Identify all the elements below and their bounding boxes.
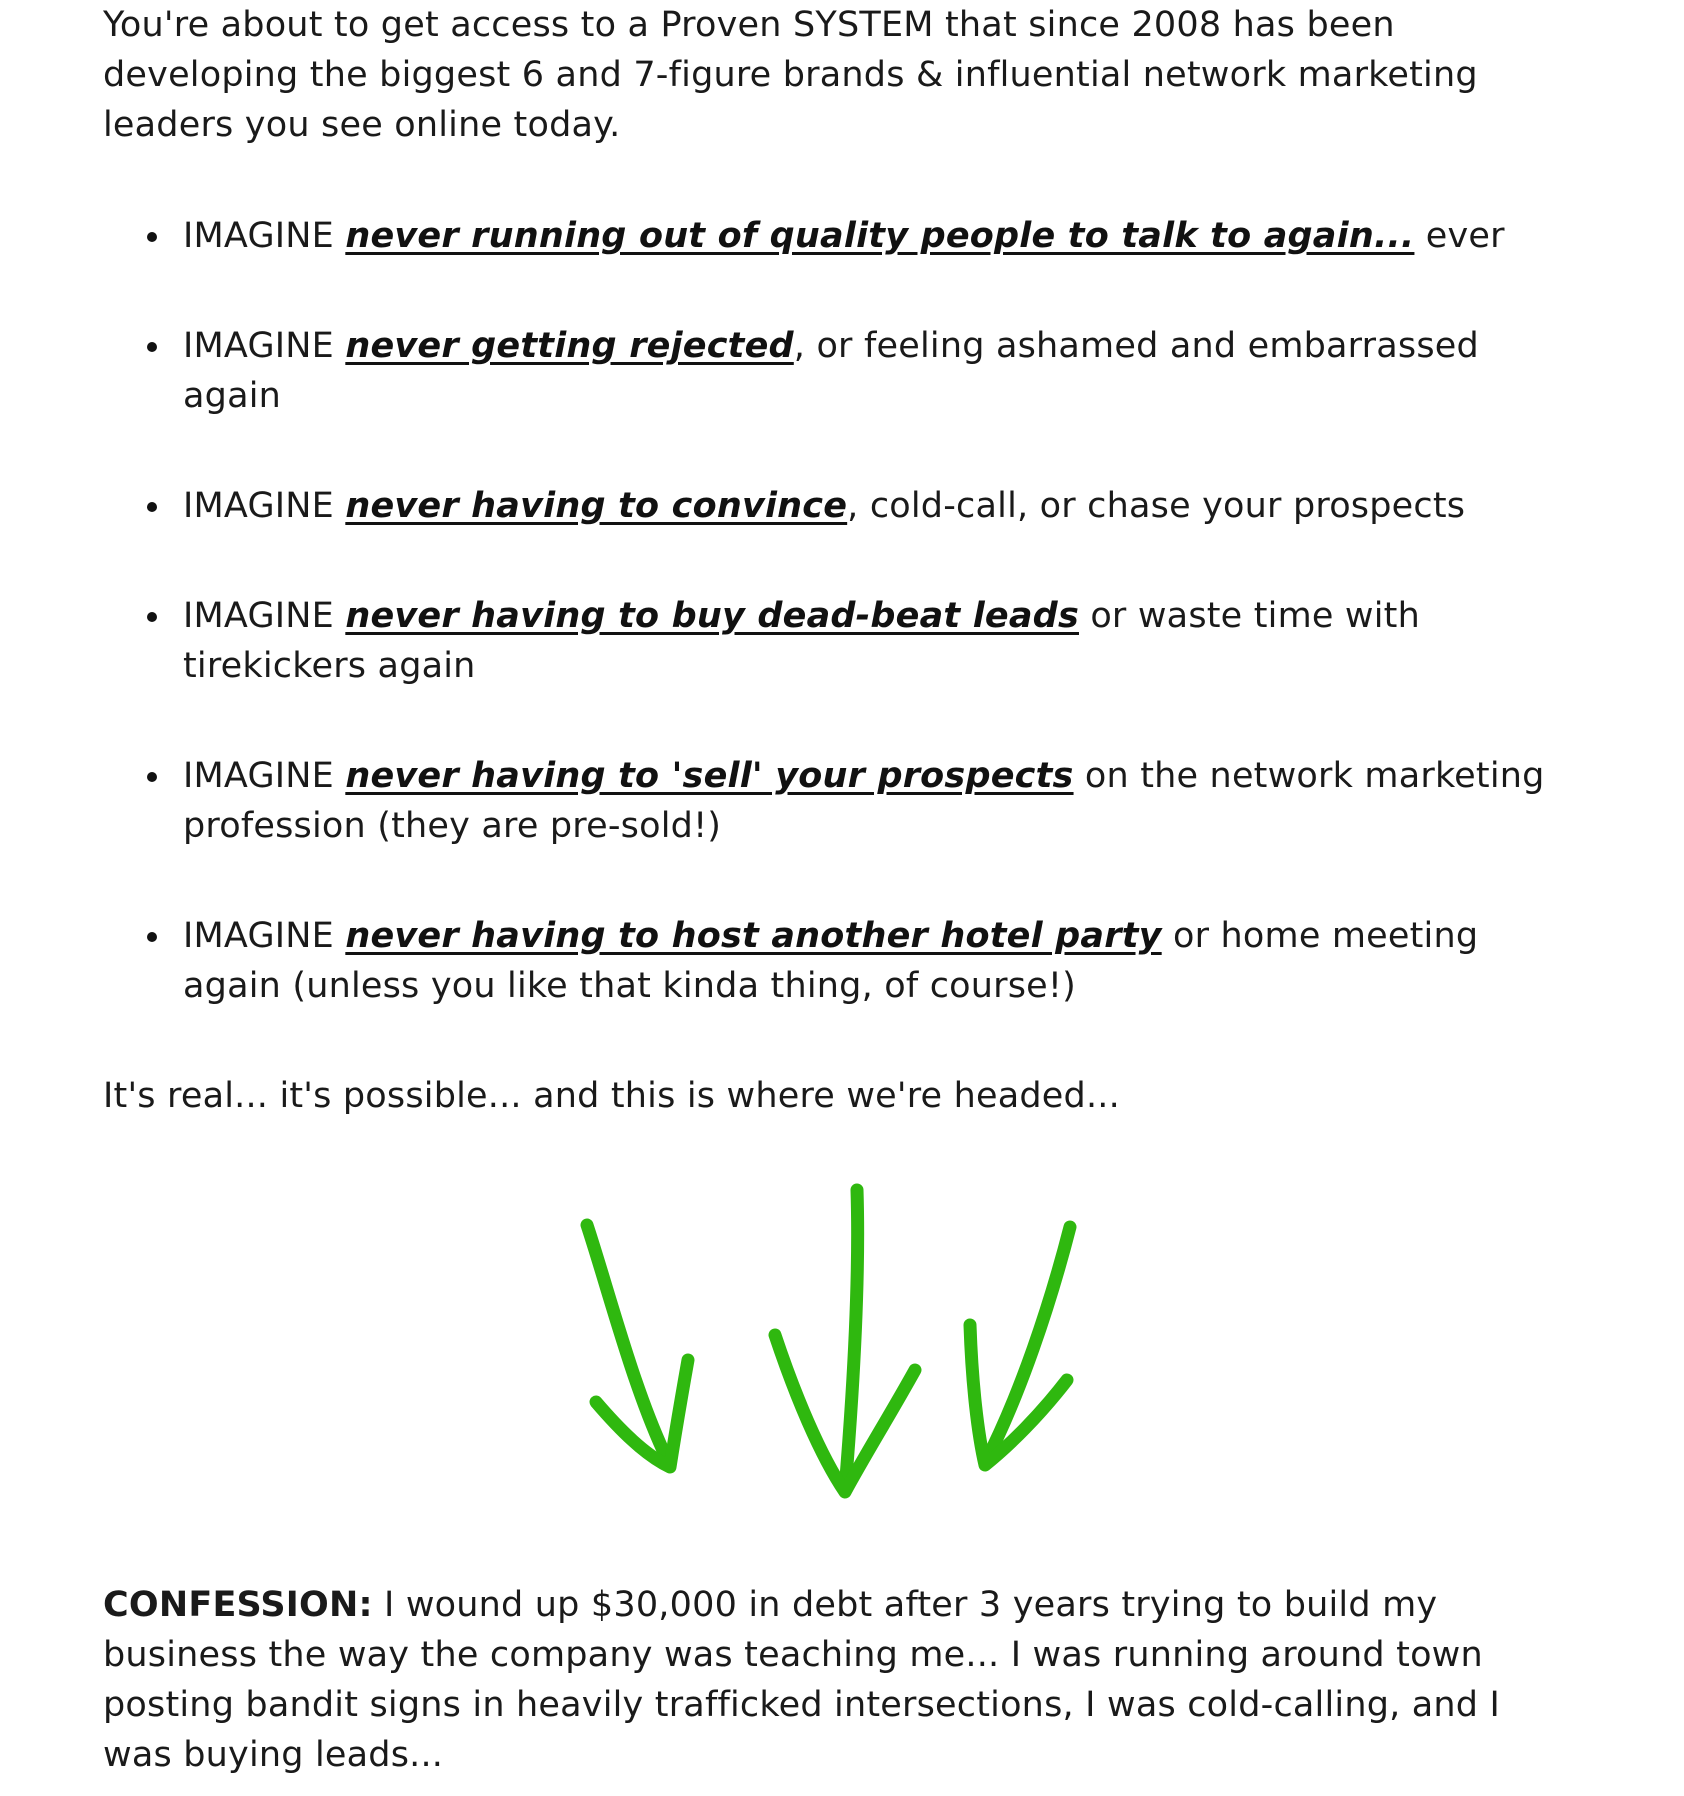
- bullet-dot-icon: [147, 232, 157, 242]
- bullet-dot-icon: [147, 342, 157, 352]
- bullet-rest: , or feeling ashamed and embarrassed again: [183, 326, 1479, 416]
- bullet-lead: IMAGINE: [183, 596, 334, 636]
- list-item: [103, 211, 1573, 261]
- bullet-rest: , cold-call, or chase your prospects: [847, 486, 1466, 526]
- confession-label: CONFESSION:: [103, 1585, 373, 1625]
- bullet-lead: IMAGINE: [183, 756, 334, 796]
- bullet-dot-icon: [147, 932, 157, 942]
- confession-paragraph: [103, 1580, 1573, 1780]
- bullet-highlight: never having to convince: [345, 486, 848, 526]
- bullet-highlight: never running out of quality people to talk to again...: [345, 216, 1415, 256]
- bullet-rest: ever: [1425, 216, 1505, 256]
- down-arrows-illustration: [560, 1165, 1100, 1505]
- bullet-highlight: never having to buy dead-beat leads: [345, 596, 1079, 636]
- bullet-highlight: never getting rejected: [345, 326, 794, 366]
- bullet-rest: or waste time with tirekickers again: [183, 596, 1420, 686]
- benefits-list: [103, 211, 1573, 1011]
- bullet-highlight: never having to host another hotel party: [345, 916, 1162, 956]
- bullet-dot-icon: [147, 612, 157, 622]
- bullet-lead: IMAGINE: [183, 486, 334, 526]
- tagline: It's real... it's possible... and this is where we're headed...: [103, 1076, 1120, 1116]
- bullet-dot-icon: [147, 772, 157, 782]
- bullet-highlight: never having to 'sell' your prospects: [345, 756, 1074, 796]
- bullet-lead: IMAGINE: [183, 326, 334, 366]
- bullet-rest: on the network marketing profession (they are pre-sold!): [183, 756, 1545, 846]
- bullet-dot-icon: [147, 502, 157, 512]
- sales-copy: [103, 0, 1573, 1121]
- middle-arrow-shaft: [845, 1190, 858, 1490]
- list-item: [103, 911, 1573, 1011]
- list-item: [103, 321, 1573, 421]
- list-item: [103, 481, 1573, 531]
- list-item: [103, 751, 1573, 851]
- bullet-rest: or home meeting again (unless you like that kinda thing, of course!): [183, 916, 1479, 1006]
- bullet-lead: IMAGINE: [183, 916, 334, 956]
- confession-text: I wound up $30,000 in debt after 3 years trying to build my business the way the company was teaching me... I was running around town posting bandit signs in heavily trafficked intersections, I was cold-calling, and I was buying leads...: [103, 1585, 1501, 1775]
- bullet-lead: IMAGINE: [183, 216, 334, 256]
- three-green-down-arrows-icon: [560, 1165, 1100, 1505]
- intro-paragraph: You're about to get access to a Proven SYSTEM that since 2008 has been developing the biggest 6 and 7-figure brands & influential network marketing leaders you see online today.: [103, 5, 1478, 145]
- list-item: [103, 591, 1573, 691]
